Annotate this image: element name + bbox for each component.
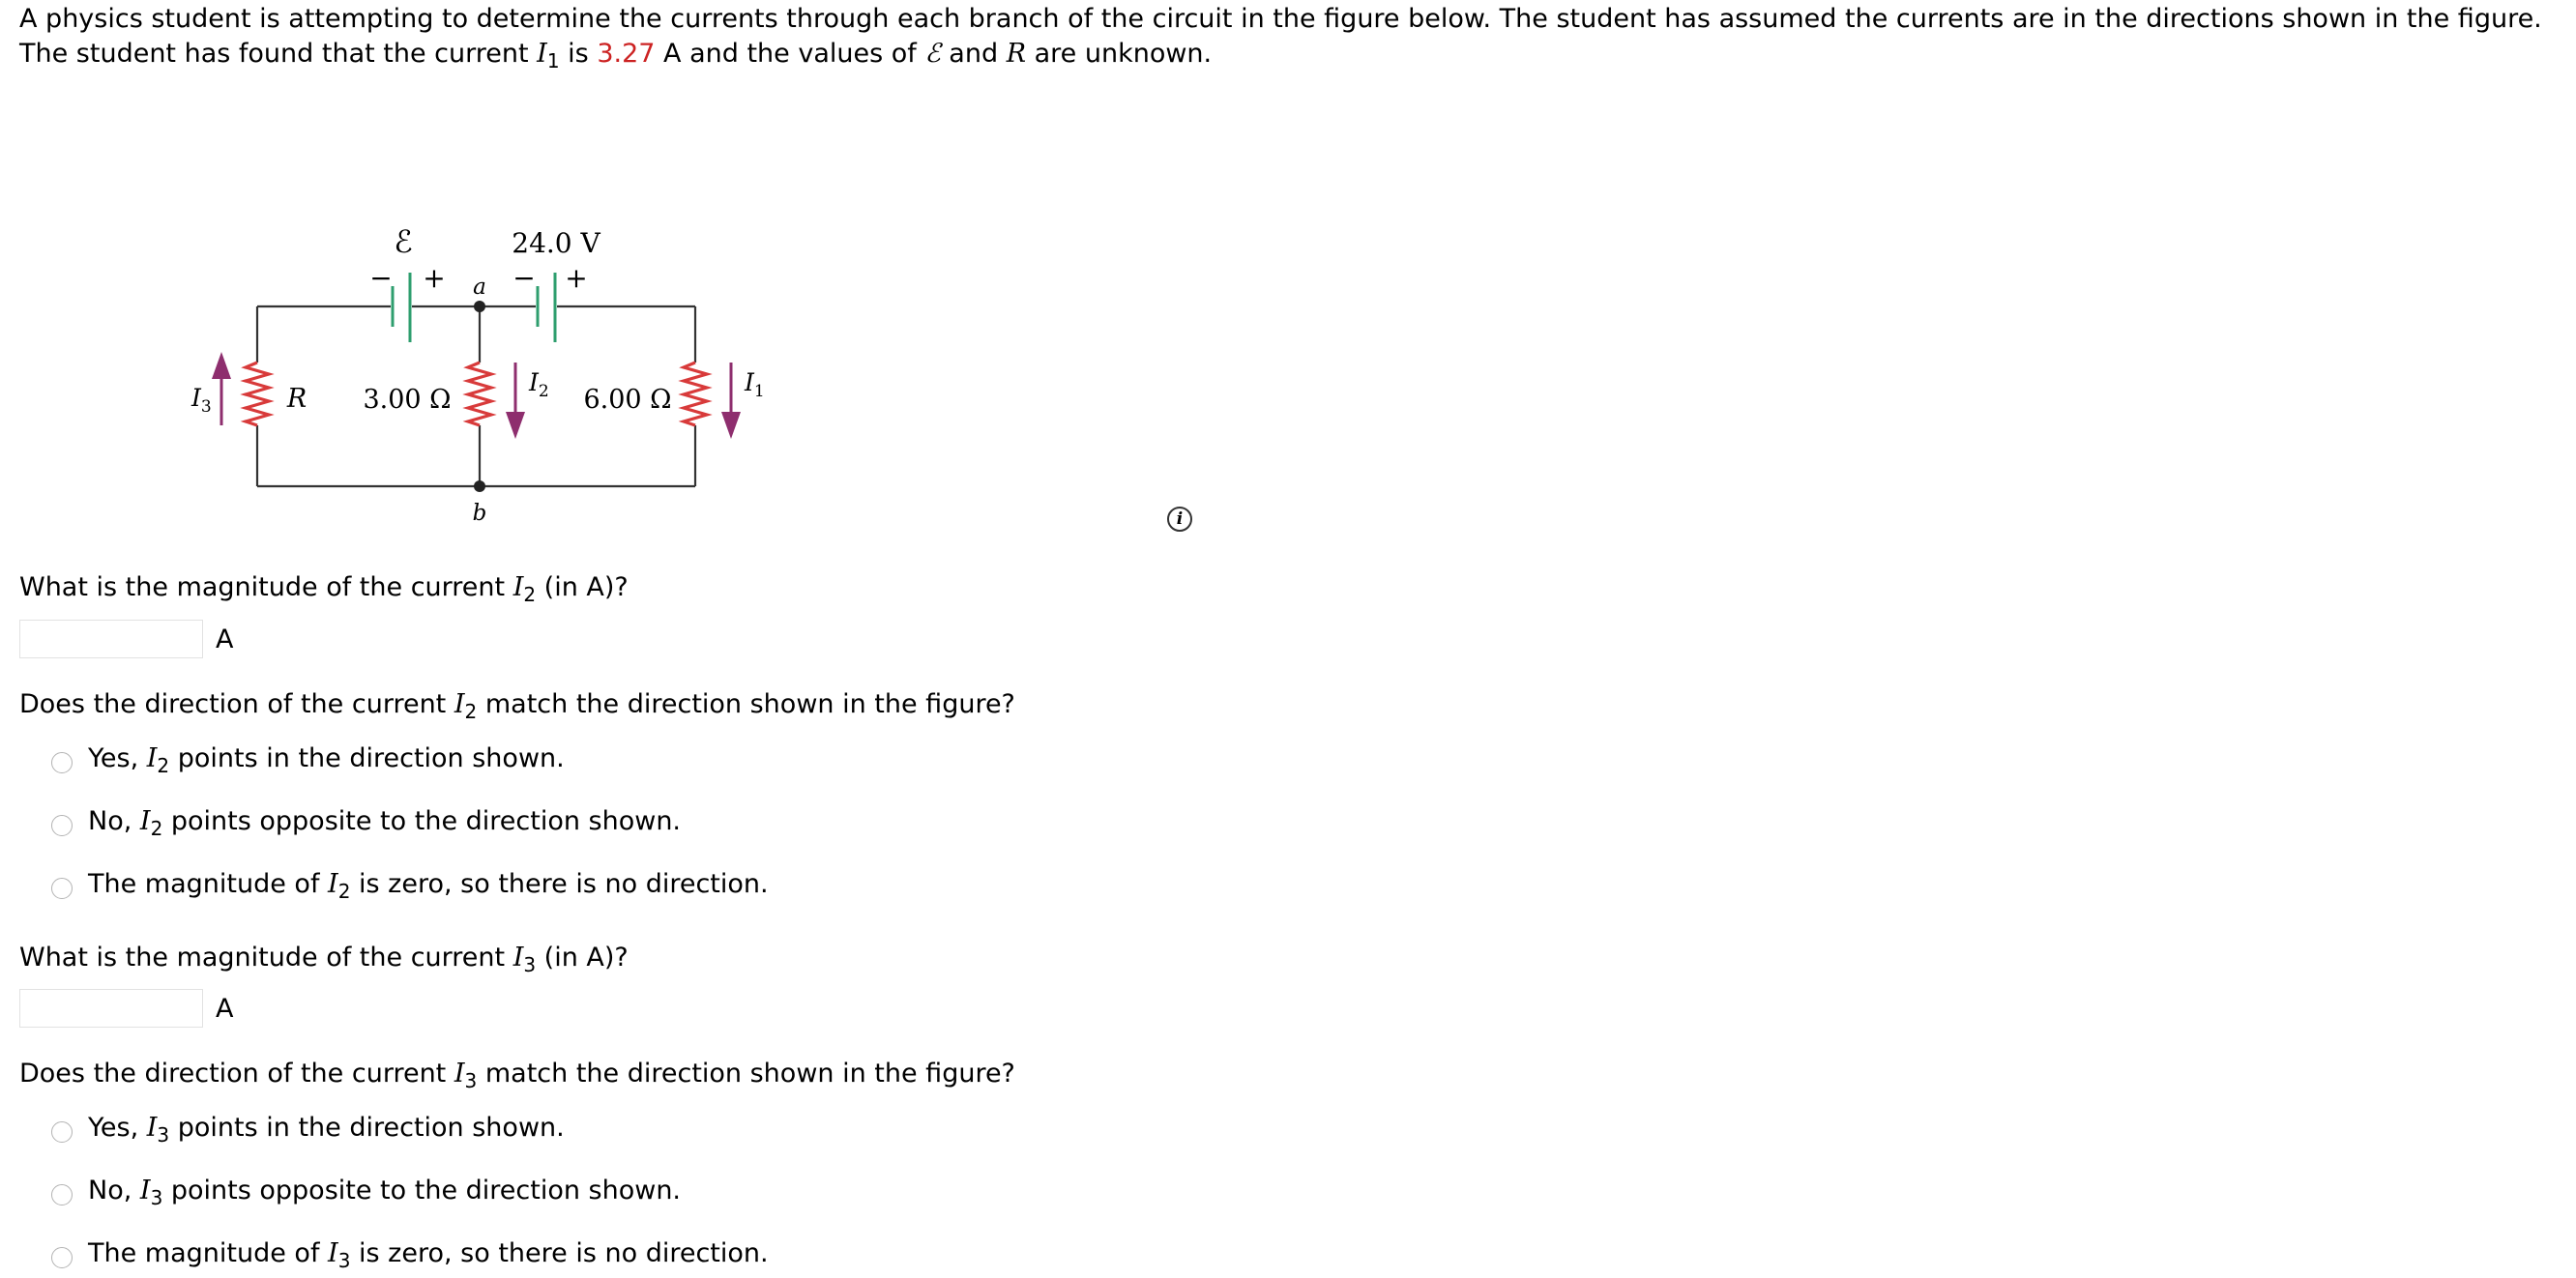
resistor-3ohm — [468, 363, 491, 425]
question-i3-direction: Does the direction of the current $I_3$ match the direction shown in the figure? — [19, 1059, 1015, 1092]
v-plus: + — [565, 262, 588, 294]
resistor-r — [246, 363, 269, 425]
i2-unit-label: A — [216, 624, 234, 654]
i3-option-zero-label[interactable]: The magnitude of $I_3$ is zero, so there is no direction. — [88, 1238, 769, 1272]
i3-option-yes-label[interactable]: Yes, $I_3$ points in the direction shown. — [88, 1113, 565, 1147]
i2-option-zero-radio[interactable] — [51, 878, 73, 899]
i2-option-no-radio[interactable] — [51, 815, 73, 836]
circuit-figure — [0, 0, 870, 541]
question-i2-direction: Does the direction of the current $I_2$ match the direction shown in the figure? — [19, 689, 1015, 723]
i3-magnitude-input[interactable] — [19, 989, 203, 1028]
i2-option-yes-radio[interactable] — [51, 752, 73, 773]
i3-label: $I_3$ — [191, 384, 212, 417]
node-a-dot — [474, 301, 485, 312]
resistor-r-label: R — [286, 384, 307, 414]
i3-option-yes-radio[interactable] — [51, 1121, 73, 1143]
given-current-value: 3.27 — [597, 39, 656, 69]
problem-statement: A physics student is attempting to determine the currents through each branch of the circuit in the figure below. The student has assumed the currents are in the directions shown in the figure. The student has found that the current $I_1$ is 3.27 A and the values of ℰ and R are unknown. — [19, 4, 2542, 73]
i2-magnitude-input[interactable] — [19, 620, 203, 658]
i2-option-zero-label[interactable]: The magnitude of $I_2$ is zero, so there is no direction. — [88, 869, 769, 903]
i3-option-zero-radio[interactable] — [51, 1247, 73, 1268]
node-b-dot — [474, 480, 485, 492]
v-minus: − — [512, 262, 536, 294]
i3-option-no-label[interactable]: No, $I_3$ points opposite to the direction shown. — [88, 1176, 682, 1209]
question-i3-magnitude: What is the magnitude of the current $I_3$ (in A)? — [19, 943, 629, 976]
voltage-label: 24.0 V — [512, 227, 600, 259]
emf-plus: + — [423, 262, 446, 294]
arrow-i1 — [721, 363, 741, 439]
question-i2-magnitude: What is the magnitude of the current $I_2$ (in A)? — [19, 572, 629, 606]
i2-option-yes-label[interactable]: Yes, $I_2$ points in the direction shown. — [88, 743, 565, 777]
battery-24v — [538, 273, 555, 342]
i3-option-no-radio[interactable] — [51, 1184, 73, 1205]
i3-unit-label: A — [216, 994, 234, 1024]
i2-label: $I_2$ — [529, 368, 549, 401]
resistor-6ohm — [684, 363, 707, 425]
arrow-i3 — [212, 352, 231, 425]
battery-emf — [393, 273, 410, 342]
resistor-6ohm-label: 6.00 Ω — [583, 385, 672, 415]
i2-option-no-label[interactable]: No, $I_2$ points opposite to the direction shown. — [88, 806, 682, 840]
node-b-label: b — [472, 501, 487, 526]
i1-label: $I_1$ — [745, 368, 765, 401]
emf-minus: − — [369, 262, 393, 294]
info-icon[interactable]: i — [1167, 507, 1192, 532]
resistor-3ohm-label: 3.00 Ω — [363, 385, 452, 415]
emf-symbol: ℰ — [924, 39, 941, 69]
node-a-label: a — [473, 275, 486, 300]
emf-label: ℰ — [394, 223, 413, 260]
arrow-i2 — [506, 363, 525, 439]
